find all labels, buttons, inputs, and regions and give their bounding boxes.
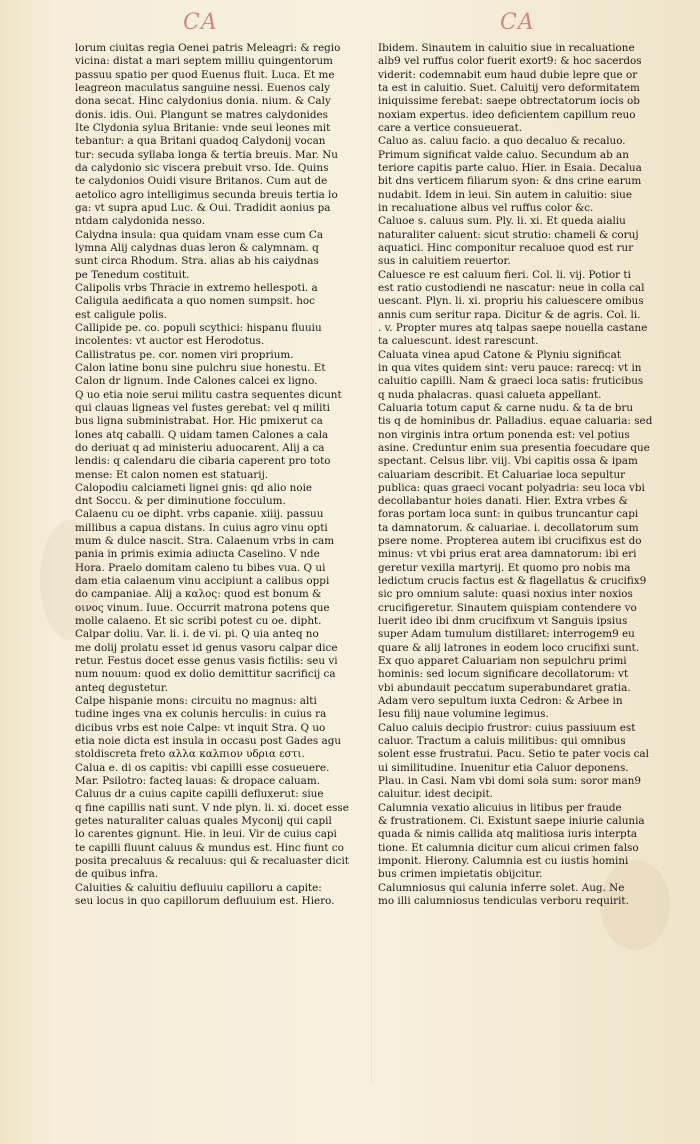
text-line: caluor. Tractum a caluis militibus: qui omnibus	[378, 735, 626, 748]
text-column-left	[75, 42, 373, 908]
text-line: stoldiscreta freto αλλα καλπιον υδρια εστι.	[75, 748, 305, 761]
text-line: Caligula aedificata a quo nomen sumpsit. hoc	[75, 295, 315, 308]
text-line: Caluaria totum caput & carne nudu. & ta de bru	[378, 401, 634, 414]
text-line: ga: vt supra apud Luc. & Oui. Tradidit aonius pa	[75, 201, 331, 214]
text-line: Plau. in Casi. Nam vbi domi sola sum: soror man9	[378, 775, 642, 788]
text-line: pania in primis eximia adiucta Caselino. V nde	[75, 548, 320, 561]
text-column-right	[378, 42, 676, 908]
text-line: Calipolis vrbs Thracie in extremo hellespoti. a	[75, 281, 318, 294]
text-line: tebantur: a qua Britani quadoq Calydonij vocan	[75, 135, 326, 148]
text-line: Calpe hispanie mons: circuitu no magnus: alti	[75, 695, 317, 708]
text-line: Caluo as. caluu facio. a quo decaluo & recaluo.	[378, 135, 626, 148]
text-line: Ex quo apparet Caluariam non sepulchru primi	[378, 655, 627, 668]
text-line: . v. Propter mures atq talpas saepe nouella castane	[378, 321, 648, 334]
text-line: sic pro omnium salute: quasi noxius inter noxios	[378, 588, 633, 601]
text-line: foras portam loca sunt: in quibus truncantur capi	[378, 508, 639, 521]
text-line: solent esse frustratui. Pacu. Setio te pater vocis cal	[378, 748, 649, 761]
text-line: pe Tenedum costituit.	[75, 268, 190, 281]
text-line: bus crimen impietatis obijcitur.	[378, 868, 543, 881]
text-line: dicibus vrbs est noie Calpe: vt inquit Stra. Q uo	[75, 721, 326, 734]
text-line: tur: secuda syllaba longa & tertia breuis. Mar. Nu	[75, 148, 339, 161]
text-line: caluitio capilli. Nam & graeci loca satis: fruticibus	[378, 375, 644, 388]
text-line: Ibidem. Sinautem in caluitio siue in recaluatione	[378, 42, 635, 54]
text-line: Calua e. di os capitis: vbi capilli esse cosueuere.	[75, 761, 330, 774]
text-line: spectant. Celsus libr. viij. Vbi capitis ossa & ipam	[378, 455, 638, 468]
running-head-right: CA	[500, 10, 535, 35]
text-line: q nuda phalacras. quasi calueta appellant.	[378, 388, 602, 401]
text-line: tis q de hominibus dr. Palladius. equae caluaria: sed	[378, 415, 653, 428]
text-line: Caluities & caluitiu defluuiu capilloru a capite:	[75, 881, 322, 894]
text-line: Caluus dr a cuius capite capilli defluxerut: siue	[75, 788, 324, 801]
text-line: tudine inges vna ex colunis herculis: in cuius ra	[75, 708, 327, 721]
text-line: psere nome. Propterea autem ibi crucifixus est do	[378, 535, 642, 548]
text-line: Calydna insula: qua quidam vnam esse cum Ca	[75, 228, 324, 241]
text-line: Hora. Praelo domitam caleno tu bibes vua. Q ui	[75, 561, 326, 574]
text-line: est caligule polis.	[75, 308, 167, 321]
text-line: crucifigeretur. Sinautem quispiam contendere vo	[378, 601, 637, 614]
text-line: caluitur. idest decipit.	[378, 788, 493, 801]
text-line: publica: quas graeci vocant polyadria: seu loca vbi	[378, 481, 645, 494]
text-line: sus in caluitiem reuertor.	[378, 255, 511, 268]
text-line: Caluata vinea apud Catone & Plyniu significat	[378, 348, 621, 361]
text-line: me dolij prolatu esset id genus vasoru calpar dice	[75, 641, 338, 654]
text-line: getes naturaliter caluas quales Myconij qui capil	[75, 815, 332, 828]
text-line: caluariam describit. Et Caluariae loca sepultur	[378, 468, 626, 481]
text-line: Calpar doliu. Var. li. i. de vi. pi. Q uia anteq no	[75, 628, 319, 641]
text-line: Calon latine bonu sine pulchru siue honestu. Et	[75, 361, 326, 374]
text-line: super Adam tumulum distillaret: interrogem9 eu	[378, 628, 635, 641]
text-line: Calumniosus qui calunia inferre solet. Aug. Ne	[378, 881, 625, 894]
text-line: & frustrationem. Ci. Existunt saepe iniurie calunia	[378, 815, 645, 828]
text-line: nudabit. Idem in leui. Sin autem in caluitio: siue	[378, 188, 632, 201]
text-line: bus ligna subministrabat. Hor. Hic pmixerut ca	[75, 415, 323, 428]
text-line: dona secat. Hinc calydonius donia. nium. & Caly	[75, 95, 331, 108]
text-line: quare & alij latrones in eodem loco crucifixi sunt.	[378, 641, 640, 654]
text-line: iniquissime ferebat: saepe obtrectatorum iocis ob	[378, 95, 640, 108]
text-line: Callistratus pe. cor. nomen viri proprium.	[75, 348, 294, 361]
text-line: luerit ideo ibi dnm crucifixum vt Sanguis ipsius	[378, 615, 628, 628]
text-line: retur. Festus docet esse genus vasis fictilis: seu vi	[75, 655, 338, 668]
text-line: millibus a capua distans. In cuius agro vinu opti	[75, 521, 328, 534]
text-line: donis. idis. Oui. Plangunt se matres calydonides	[75, 108, 328, 121]
text-line: οινος vinum. Iuue. Occurrit matrona potens que	[75, 601, 330, 614]
text-line: lendis: q calendaru die cibaria caperent pro toto	[75, 455, 331, 468]
text-line: non virginis intra ortum ponenda est: vel potius	[378, 428, 630, 441]
text-line: vbi abundauit peccatum superabundaret gratia.	[378, 681, 631, 694]
text-line: hominis: sed locum significare decollatorum: vt	[378, 668, 629, 681]
text-line: te capilli fluunt caluus & mundus est. Hinc fiunt co	[75, 841, 344, 854]
text-line: do deriuat q ad ministeriu aduocarent. Alij a ca	[75, 441, 325, 454]
text-line: molle calaeno. Et sic scribi potest cu oe. dipht.	[75, 615, 322, 628]
text-line: viderit: codemnabit eum haud dubie lepre que or	[378, 68, 638, 81]
text-line: Calopodiu calciameti lignei gnis: qd alio noie	[75, 481, 313, 494]
text-line: Caluoe s. caluus sum. Ply. li. xi. Et queda aialiu	[378, 215, 626, 228]
text-line: bit dns verticem filiarum syon: & dns crine earum	[378, 175, 642, 188]
text-line: naturaliter caluent: sicut strutio: chameli & coruj	[378, 228, 639, 241]
text-line: ta caluescunt. idest rarescunt.	[378, 335, 539, 348]
text-line: lones atq caballi. Q uidam tamen Calones a cala	[75, 428, 329, 441]
running-head-left: CA	[183, 10, 218, 35]
text-line: Calaenu cu oe dipht. vrbs capanie. xiiij. passuu	[75, 508, 324, 521]
text-line: imponit. Hierony. Calumnia est cu iustis homini	[378, 855, 629, 868]
text-line: leagreon maculatus sanguine nessi. Euenos caly	[75, 81, 330, 94]
text-line: anteq degustetur.	[75, 681, 168, 694]
text-line: tione. Et calumnia dicitur cum alicui crimen falso	[378, 841, 639, 854]
text-line: ta damnatorum. & caluariae. i. decollatorum sum	[378, 521, 639, 534]
text-line: da calydonio sic viscera prebuit vrso. Ide. Quins	[75, 161, 329, 174]
text-line: mense: Et calon nomen est statuarij.	[75, 468, 269, 481]
text-line: vicina: distat a mari septem milliu quingentorum	[75, 55, 333, 68]
text-line: qui clauas ligneas vel fustes gerebat: vel q militi	[75, 401, 330, 414]
text-line: q fine capillis nati sunt. V nde plyn. li. xi. docet esse	[75, 801, 349, 814]
text-line: te calydonios Ouidi visure Britanos. Cum aut de	[75, 175, 328, 188]
text-line: quada & nimis callida atq malitiosa iuris interpta	[378, 828, 638, 841]
text-line: in recaluatione albus vel ruffus color &c.	[378, 201, 594, 214]
text-line: est ratio custodiendi ne nascatur: neue in colla cal	[378, 281, 645, 294]
text-line: annis cum seritur rapa. Dicitur & de agris. Col. li.	[378, 308, 641, 321]
text-line: aetolico agro intelligimus secunda breuis tertia lo	[75, 188, 338, 201]
text-line: dnt Soccu. & per diminutione focculum.	[75, 495, 286, 508]
text-line: Caluesce re est caluum fieri. Col. li. vij. Potior ti	[378, 268, 631, 281]
text-line: de quibus infra.	[75, 868, 159, 881]
text-line: seu locus in quo capillorum defluuium est. Hiero.	[75, 895, 335, 907]
text-line: ntdam calydonida nesso.	[75, 215, 206, 228]
text-line: alb9 vel ruffus color fuerit exort9: & hoc sacerdos	[378, 55, 642, 68]
text-line: uescant. Plyn. li. xi. propriu his caluescere omibus	[378, 295, 644, 308]
text-line: sunt circa Rhodum. Stra. alias ab his caiydnas	[75, 255, 319, 268]
text-line: Callipide pe. co. populi scythici: hispanu fluuiu	[75, 321, 322, 334]
text-line: care a vertice consueuerat.	[378, 121, 523, 134]
text-line: noxiam expertus. ideo deficientem capillum reuo	[378, 108, 636, 121]
text-line: ledictum crucis factus est & flagellatus & crucifix9	[378, 575, 647, 588]
text-line: mum & dulce nascit. Stra. Calaenum vrbs in cam	[75, 535, 335, 548]
text-line: Adam vero sepultum iuxta Cedron: & Arbee in	[378, 695, 623, 708]
text-line: asine. Creduntur enim sua presentia foecudare que	[378, 441, 650, 454]
text-line: decollabantur hoies danati. Hier. Extra vrbes &	[378, 495, 628, 508]
text-line: lo carentes gignunt. Hie. in leui. Vir de cuius capi	[75, 828, 337, 841]
text-line: Primum significat valde caluo. Secundum ab an	[378, 148, 629, 161]
text-line: mo illi calumniosus tendiculas verboru requirit.	[378, 895, 629, 907]
text-line: num nouum: quod ex dolio demittitur sacrificij ca	[75, 668, 336, 681]
text-line: teriore capitis parte caluo. Hier. in Esaia. Decalua	[378, 161, 642, 174]
text-line: dam etia calaenum vinu accipiunt a calibus oppi	[75, 575, 330, 588]
text-line: ui similitudine. Inuenitur etia Caluor deponens.	[378, 761, 629, 774]
text-line: minus: vt vbi prius erat area damnatorum: ibi eri	[378, 548, 637, 561]
text-line: passuu spatio per quod Euenus fluit. Luca. Et me	[75, 68, 335, 81]
text-line: Q uo etia noie serui militu castra sequentes dicunt	[75, 388, 342, 401]
text-line: incolentes: vt auctor est Herodotus.	[75, 335, 265, 348]
text-line: do campaniae. Alij a καλος: quod est bonum &	[75, 588, 322, 601]
text-line: aquatici. Hinc componitur recaluoe quod est rur	[378, 241, 634, 254]
text-line: lorum ciuitas regia Oenei patris Meleagri: & regio	[75, 42, 341, 54]
text-line: posita precaluus & recaluus: qui & recaluaster dicit	[75, 855, 349, 868]
text-line: Calumnia vexatio alicuius in litibus per fraude	[378, 801, 622, 814]
text-line: etia noie dicta est insula in occasu post Gades agu	[75, 735, 342, 748]
text-line: lymna Alij calydnas duas leron & calymnam. q	[75, 241, 319, 254]
text-line: Iesu filij naue volumine legimus.	[378, 708, 549, 721]
text-line: Mar. Psilotro: facteq lauas: & dropace caluam.	[75, 775, 321, 788]
text-line: Caluo caluis decipio frustror: cuius passiuum est	[378, 721, 636, 734]
text-line: geretur vexilla martyrij. Et quomo pro nobis ma	[378, 561, 631, 574]
text-line: ta est in caluitio. Suet. Caluitij vero deformitatem	[378, 81, 640, 94]
text-line: in qua vites quidem sint: veru pauce: rarecq: vt in	[378, 361, 642, 374]
text-line: Ite Clydonia sylua Britanie: vnde seui leones mit	[75, 121, 331, 134]
text-line: Calon dr lignum. Inde Calones calcei ex ligno.	[75, 375, 318, 388]
